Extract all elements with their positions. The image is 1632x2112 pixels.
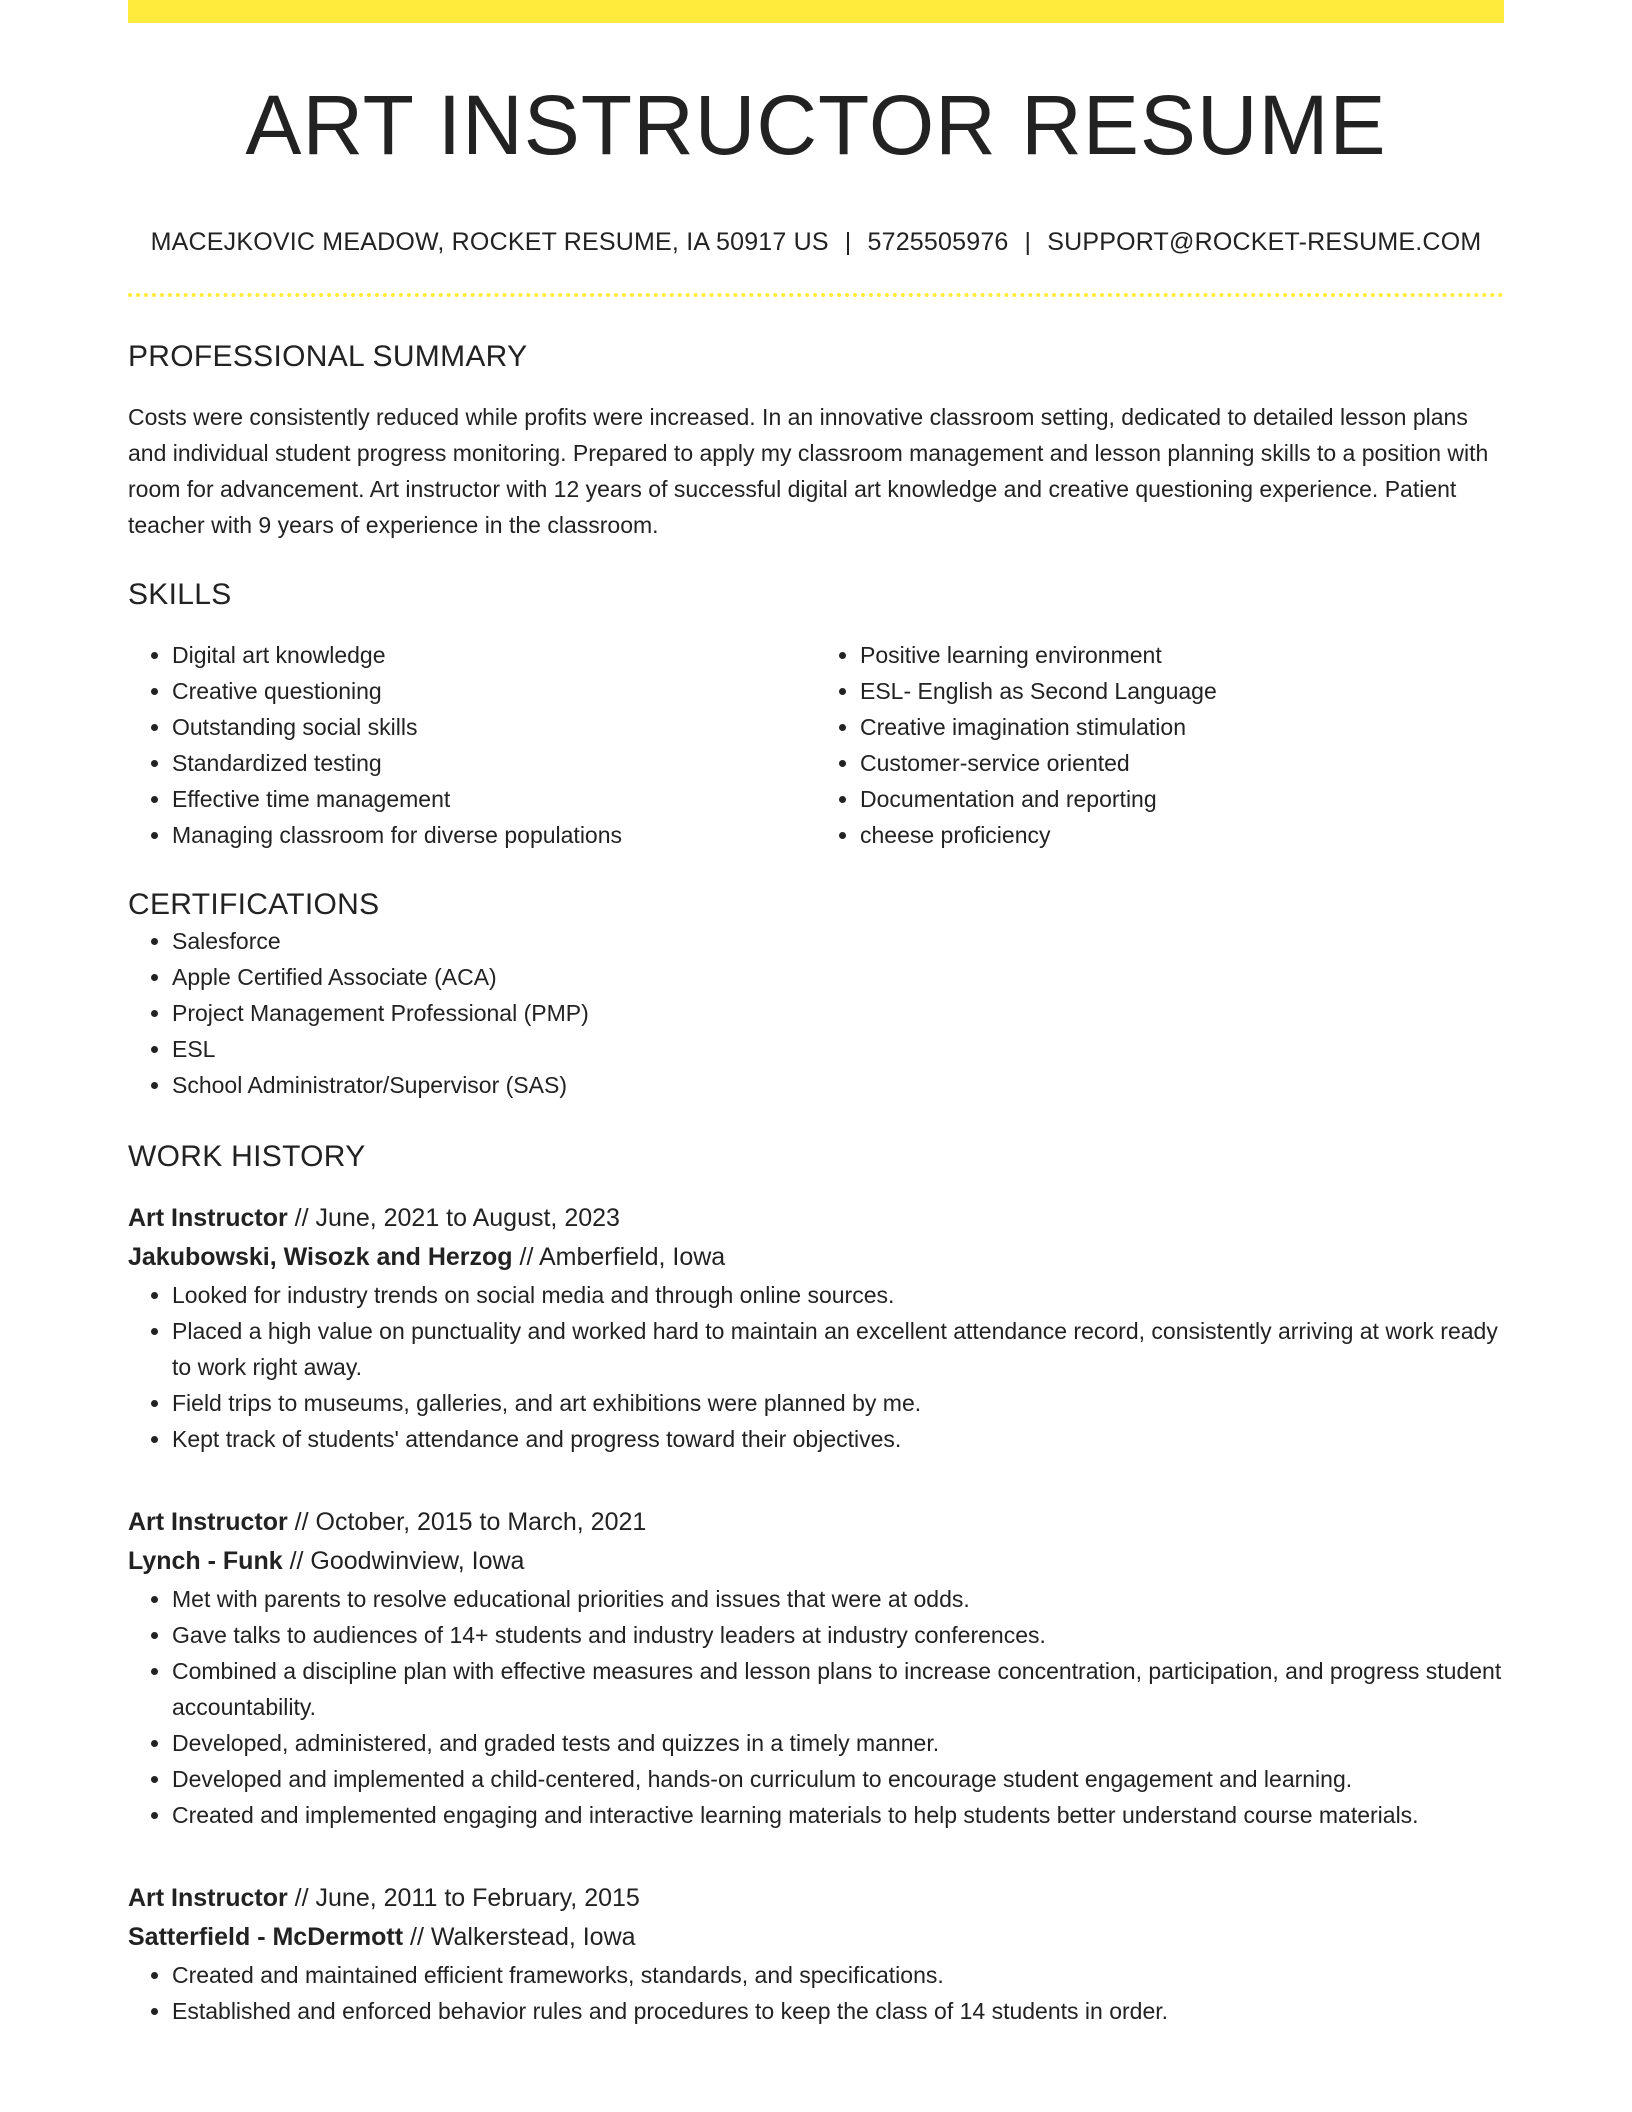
- contact-email: SUPPORT@ROCKET-RESUME.COM: [1047, 228, 1482, 257]
- job-company: Jakubowski, Wisozk and Herzog: [128, 1243, 513, 1272]
- job-duty: • Gave talks to audiences of 14+ students and industry leaders at industry conferences.: [172, 1617, 1504, 1653]
- job-duty: • Combined a discipline plan with effective measures and lesson plans to increase concentration, participation, and progress student accountability.: [172, 1653, 1504, 1725]
- job-company: Lynch - Funk: [128, 1547, 283, 1576]
- job-duty: • Met with parents to resolve educational priorities and issues that were at odds.: [172, 1581, 1504, 1617]
- job-role-line: [128, 1199, 1504, 1238]
- resume-title: ART INSTRUCTOR RESUME: [245, 78, 1387, 172]
- section-title-certifications: CERTIFICATIONS: [128, 888, 380, 922]
- summary-text: Costs were consistently reduced while profits were increased. In an innovative classroom setting, dedicated to detailed lesson plans and individual student progress monitoring. Prepared to apply my classroom management and lesson planning skills to a position with room for advancement. Art instructor with 12 years of successful digital art knowledge and creative questioning experience. Patient teacher with 9 years of experience in the classroom.: [128, 404, 1489, 539]
- job-duty: • Created and implemented engaging and interactive learning materials to help students better understand course materials.: [172, 1797, 1504, 1833]
- top-accent-bar: [128, 0, 1504, 23]
- job-duty: • Placed a high value on punctuality and worked hard to maintain an excellent attendance record, consistently arriving at work ready to work right away.: [172, 1313, 1504, 1385]
- certifications-list: [128, 923, 1504, 1103]
- job-location: // Goodwinview, Iowa: [282, 1547, 525, 1576]
- job-entry: [128, 1199, 1504, 1457]
- certification-item: • ESL: [172, 1031, 1504, 1067]
- job-duty: • Kept track of students' attendance and progress toward their objectives.: [172, 1421, 1504, 1457]
- skill-item: • Customer-service oriented: [860, 745, 1504, 781]
- skill-item: • Digital art knowledge: [172, 637, 816, 673]
- skill-item: • Effective time management: [172, 781, 816, 817]
- job-location: // Walkerstead, Iowa: [403, 1923, 636, 1952]
- skill-item: • ESL- English as Second Language: [860, 673, 1504, 709]
- skill-item: • Positive learning environment: [860, 637, 1504, 673]
- job-duty: • Developed, administered, and graded tests and quizzes in a timely manner.: [172, 1725, 1504, 1761]
- job-company-line: [128, 1238, 1504, 1277]
- resume-content: [128, 23, 1504, 2029]
- job-entry: [128, 1879, 1504, 2029]
- job-duty: • Created and maintained efficient frameworks, standards, and specifications.: [172, 1957, 1504, 1993]
- contact-separator: |: [1024, 228, 1032, 257]
- skill-item: • Standardized testing: [172, 745, 816, 781]
- contact-line: [128, 227, 1504, 257]
- job-dates: // June, 2021 to August, 2023: [287, 1204, 620, 1233]
- skill-item: • cheese proficiency: [860, 817, 1504, 853]
- job-role: Art Instructor: [128, 1884, 288, 1913]
- section-title-summary: PROFESSIONAL SUMMARY: [128, 340, 528, 374]
- skills-list-right: [816, 637, 1504, 853]
- skill-item: • Documentation and reporting: [860, 781, 1504, 817]
- job-duty: • Developed and implemented a child-centered, hands-on curriculum to encourage student engagement and learning.: [172, 1761, 1504, 1797]
- job-duty: • Established and enforced behavior rules and procedures to keep the class of 14 students in order.: [172, 1993, 1504, 2029]
- skill-item: • Outstanding social skills: [172, 709, 816, 745]
- section-title-work-history: WORK HISTORY: [128, 1140, 366, 1174]
- job-role: Art Instructor: [128, 1508, 288, 1537]
- skill-item: • Creative imagination stimulation: [860, 709, 1504, 745]
- job-role-line: [128, 1503, 1504, 1542]
- certification-item: • Salesforce: [172, 923, 1504, 959]
- contact-separator: |: [844, 228, 852, 257]
- job-duties-list: [128, 1277, 1504, 1457]
- skill-item: • Managing classroom for diverse populations: [172, 817, 816, 853]
- job-company-line: [128, 1542, 1504, 1581]
- section-title-skills: SKILLS: [128, 578, 232, 612]
- job-role-line: [128, 1879, 1504, 1918]
- job-role: Art Instructor: [128, 1204, 288, 1233]
- certification-item: • Project Management Professional (PMP): [172, 995, 1504, 1031]
- job-company: Satterfield - McDermott: [128, 1923, 404, 1952]
- certification-item: • Apple Certified Associate (ACA): [172, 959, 1504, 995]
- job-dates: // June, 2011 to February, 2015: [287, 1884, 640, 1913]
- dotted-divider: [128, 293, 1504, 297]
- skills-columns: [128, 637, 1504, 853]
- contact-phone: 5725505976: [867, 228, 1009, 257]
- job-duty: • Field trips to museums, galleries, and art exhibitions were planned by me.: [172, 1385, 1504, 1421]
- job-location: // Amberfield, Iowa: [512, 1243, 726, 1272]
- contact-address: MACEJKOVIC MEADOW, ROCKET RESUME, IA 50917 US: [150, 228, 829, 257]
- skill-item: • Creative questioning: [172, 673, 816, 709]
- job-company-line: [128, 1918, 1504, 1957]
- job-dates: // October, 2015 to March, 2021: [287, 1508, 647, 1537]
- job-entry: [128, 1503, 1504, 1833]
- job-duty: • Looked for industry trends on social media and through online sources.: [172, 1277, 1504, 1313]
- certification-item: • School Administrator/Supervisor (SAS): [172, 1067, 1504, 1103]
- job-duties-list: [128, 1957, 1504, 2029]
- skills-list-left: [128, 637, 816, 853]
- job-duties-list: [128, 1581, 1504, 1833]
